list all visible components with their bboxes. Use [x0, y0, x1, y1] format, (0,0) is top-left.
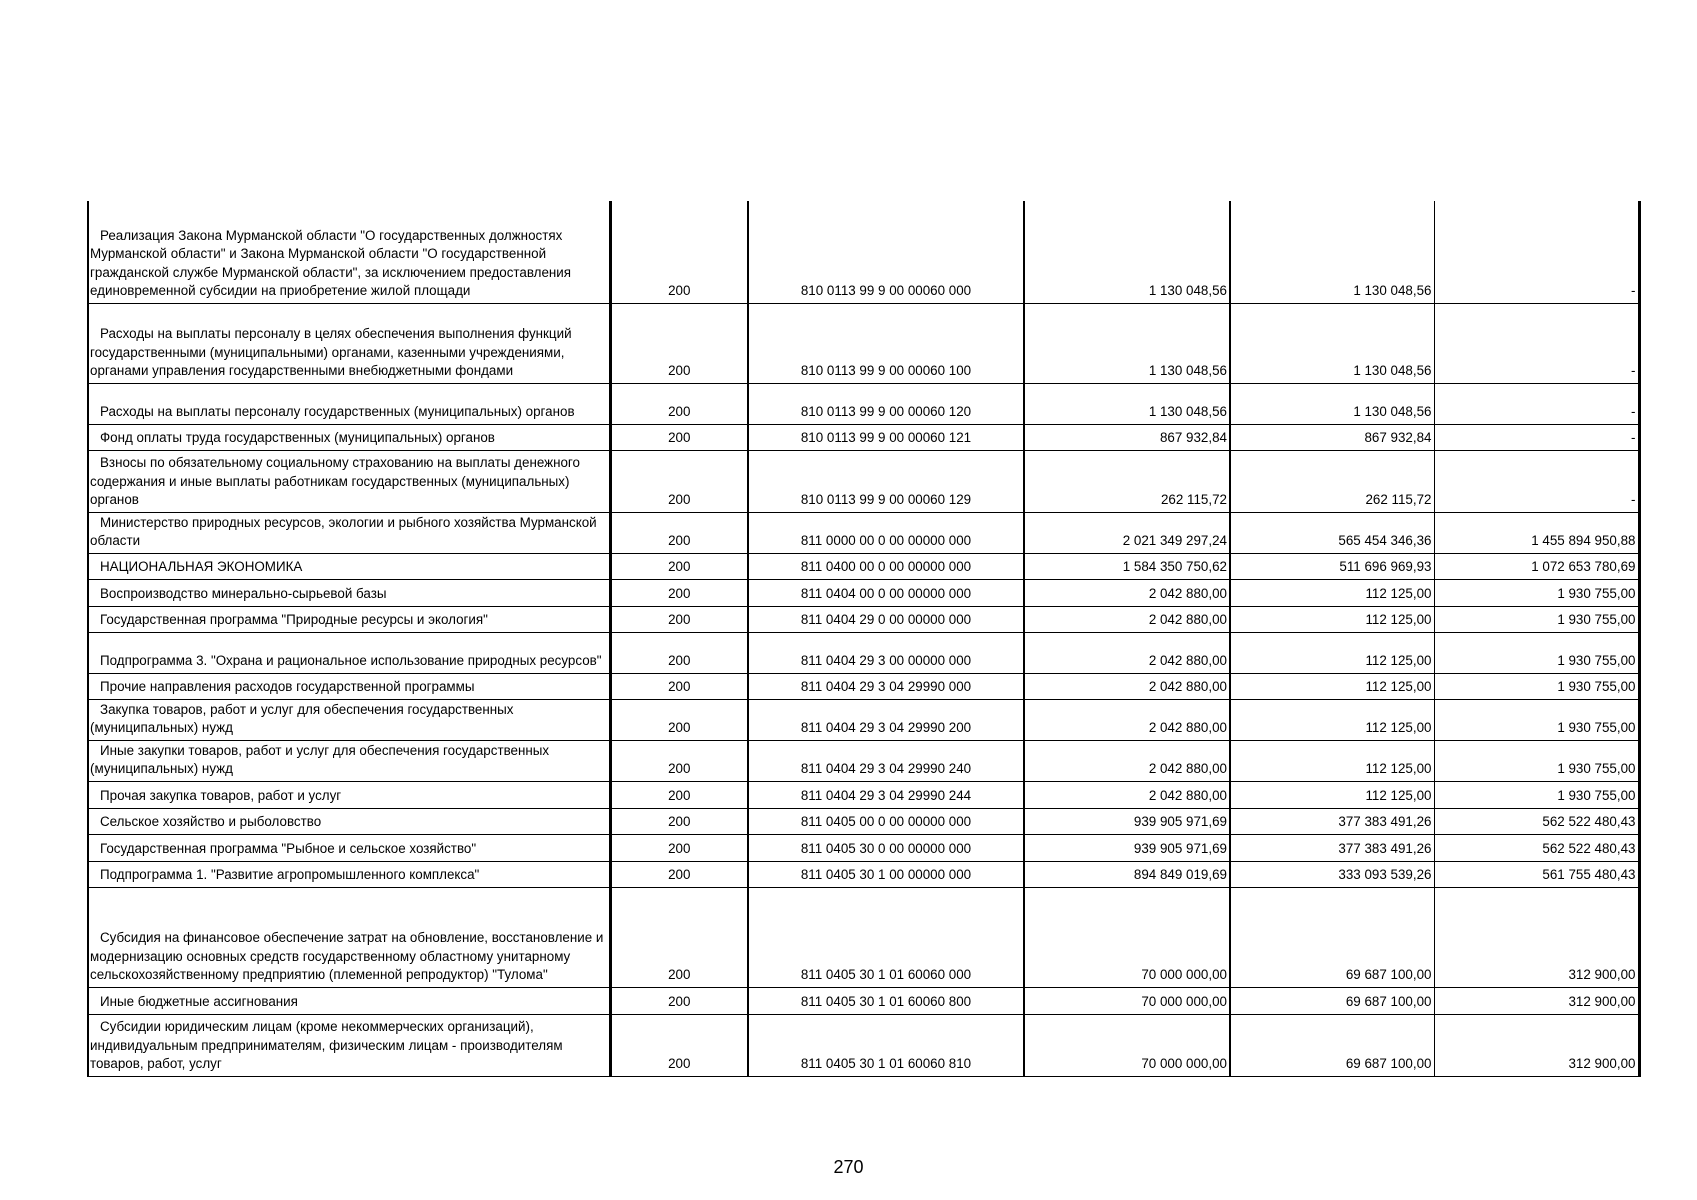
row-name [88, 579, 610, 606]
row-name-text: Государственная программа "Природные ресурсы и экология" [100, 612, 488, 627]
row-status: 200 [610, 673, 748, 699]
table-row [88, 606, 1639, 632]
row-name [88, 781, 610, 808]
row-budget-code: 811 0405 30 1 01 60060 800 [748, 987, 1024, 1014]
row-executed-amount: 112 125,00 [1230, 606, 1434, 632]
row-name-text: Взносы по обязательному социальному страхованию на выплаты денежного содержания и иные выплаты работникам государственных (муниципальных) органов [90, 455, 580, 507]
row-name [88, 808, 610, 834]
row-budget-code: 811 0404 29 3 04 29990 244 [748, 781, 1024, 808]
row-executed-amount: 1 130 048,56 [1230, 303, 1434, 383]
row-planned-amount: 70 000 000,00 [1024, 887, 1230, 987]
row-status: 200 [610, 201, 748, 303]
table-row [88, 699, 1639, 740]
row-name [88, 606, 610, 632]
row-unexecuted-amount: 561 755 480,43 [1434, 861, 1639, 887]
row-name [88, 632, 610, 673]
table-row [88, 632, 1639, 673]
row-status: 200 [610, 383, 748, 424]
row-unexecuted-amount: - [1434, 383, 1639, 424]
row-name [88, 424, 610, 450]
row-executed-amount: 69 687 100,00 [1230, 887, 1434, 987]
row-name-text: Субсидия на финансовое обеспечение затрат на обновление, восстановление и модернизацию основных средств государственному областному унитарному сельскохозяйственному предприятию (племенной репродуктор) "Тулома" [90, 930, 604, 982]
row-name [88, 450, 610, 512]
table-row [88, 450, 1639, 512]
row-executed-amount: 112 125,00 [1230, 579, 1434, 606]
row-status: 200 [610, 740, 748, 781]
row-planned-amount: 1 130 048,56 [1024, 201, 1230, 303]
row-planned-amount: 70 000 000,00 [1024, 1014, 1230, 1076]
row-unexecuted-amount: 312 900,00 [1434, 887, 1639, 987]
row-unexecuted-amount: 1 072 653 780,69 [1434, 553, 1639, 579]
row-budget-code: 811 0000 00 0 00 00000 000 [748, 512, 1024, 553]
row-status: 200 [610, 887, 748, 987]
row-name-text: Подпрограмма 1. "Развитие агропромышленного комплекса" [100, 867, 480, 882]
table-row [88, 861, 1639, 887]
row-executed-amount: 511 696 969,93 [1230, 553, 1434, 579]
row-budget-code: 811 0404 00 0 00 00000 000 [748, 579, 1024, 606]
row-unexecuted-amount: - [1434, 424, 1639, 450]
row-budget-code: 810 0113 99 9 00 00060 129 [748, 450, 1024, 512]
row-name [88, 553, 610, 579]
table-row [88, 740, 1639, 781]
row-unexecuted-amount: 1 930 755,00 [1434, 740, 1639, 781]
row-status: 200 [610, 606, 748, 632]
row-name-text: Реализация Закона Мурманской области "О государственных должностях Мурманской области" и Закона Мурманской области "О государственной гражданской службе Мурманской области", за исключением предоставления единовременной субсидии на приобретение жилой площади [90, 227, 572, 298]
row-executed-amount: 112 125,00 [1230, 632, 1434, 673]
row-name-text: Расходы на выплаты персоналу в целях обеспечения выполнения функций государственными (муниципальными) органами, казенными учреждениями, органами управления государственными внебюджетными фондами [90, 326, 572, 378]
row-budget-code: 810 0113 99 9 00 00060 120 [748, 383, 1024, 424]
table-row [88, 512, 1639, 553]
row-name [88, 861, 610, 887]
row-name-text: Иные закупки товаров, работ и услуг для обеспечения государственных (муниципальных) нужд [90, 742, 550, 776]
row-budget-code: 810 0113 99 9 00 00060 100 [748, 303, 1024, 383]
row-planned-amount: 939 905 971,69 [1024, 808, 1230, 834]
row-executed-amount: 112 125,00 [1230, 740, 1434, 781]
row-planned-amount: 2 042 880,00 [1024, 740, 1230, 781]
row-executed-amount: 565 454 346,36 [1230, 512, 1434, 553]
row-status: 200 [610, 861, 748, 887]
row-status: 200 [610, 579, 748, 606]
row-name [88, 887, 610, 987]
row-status: 200 [610, 424, 748, 450]
row-planned-amount: 939 905 971,69 [1024, 834, 1230, 861]
row-name [88, 740, 610, 781]
row-name-text: Иные бюджетные ассигнования [100, 994, 298, 1009]
row-budget-code: 811 0404 29 3 04 29990 000 [748, 673, 1024, 699]
row-status: 200 [610, 512, 748, 553]
table-body [88, 201, 1639, 1076]
row-planned-amount: 262 115,72 [1024, 450, 1230, 512]
row-name [88, 673, 610, 699]
row-name-text: Подпрограмма 3. "Охрана и рациональное использование природных ресурсов" [100, 653, 602, 668]
row-status: 200 [610, 553, 748, 579]
row-budget-code: 811 0405 30 1 01 60060 810 [748, 1014, 1024, 1076]
row-unexecuted-amount: 1 930 755,00 [1434, 781, 1639, 808]
row-unexecuted-amount: 1 930 755,00 [1434, 632, 1639, 673]
row-name-text: Субсидии юридическим лицам (кроме некоммерческих организаций), индивидуальным предпринимателям, физическим лицам - производителям товаров, работ, услуг [90, 1019, 563, 1071]
row-name-text: Сельское хозяйство и рыболовство [100, 814, 322, 829]
row-status: 200 [610, 834, 748, 861]
row-unexecuted-amount: 312 900,00 [1434, 1014, 1639, 1076]
row-executed-amount: 69 687 100,00 [1230, 1014, 1434, 1076]
row-executed-amount: 1 130 048,56 [1230, 201, 1434, 303]
row-name-text: Прочие направления расходов государственной программы [100, 679, 475, 694]
row-name-text: Фонд оплаты труда государственных (муниципальных) органов [100, 430, 495, 445]
table-row [88, 201, 1639, 303]
row-planned-amount: 2 042 880,00 [1024, 606, 1230, 632]
row-planned-amount: 2 042 880,00 [1024, 781, 1230, 808]
row-budget-code: 811 0405 30 1 01 60060 000 [748, 887, 1024, 987]
row-planned-amount: 70 000 000,00 [1024, 987, 1230, 1014]
row-budget-code: 811 0404 29 3 04 29990 240 [748, 740, 1024, 781]
row-unexecuted-amount: 1 455 894 950,88 [1434, 512, 1639, 553]
row-name-text: Расходы на выплаты персоналу государственных (муниципальных) органов [100, 404, 575, 419]
row-name [88, 201, 610, 303]
row-executed-amount: 262 115,72 [1230, 450, 1434, 512]
row-executed-amount: 377 383 491,26 [1230, 834, 1434, 861]
row-budget-code: 811 0404 29 0 00 00000 000 [748, 606, 1024, 632]
row-executed-amount: 112 125,00 [1230, 699, 1434, 740]
row-unexecuted-amount: 1 930 755,00 [1434, 579, 1639, 606]
table-row [88, 383, 1639, 424]
row-name-text: Прочая закупка товаров, работ и услуг [100, 788, 342, 803]
row-planned-amount: 2 042 880,00 [1024, 699, 1230, 740]
row-name-text: Воспроизводство минерально-сырьевой базы [100, 586, 387, 601]
row-status: 200 [610, 781, 748, 808]
row-planned-amount: 2 042 880,00 [1024, 632, 1230, 673]
row-executed-amount: 867 932,84 [1230, 424, 1434, 450]
row-status: 200 [610, 1014, 748, 1076]
row-planned-amount: 1 130 048,56 [1024, 303, 1230, 383]
row-executed-amount: 112 125,00 [1230, 673, 1434, 699]
row-unexecuted-amount: 1 930 755,00 [1434, 673, 1639, 699]
table-row [88, 673, 1639, 699]
row-unexecuted-amount: - [1434, 303, 1639, 383]
row-status: 200 [610, 303, 748, 383]
row-unexecuted-amount: 562 522 480,43 [1434, 808, 1639, 834]
table-row [88, 553, 1639, 579]
row-budget-code: 811 0404 29 3 04 29990 200 [748, 699, 1024, 740]
row-executed-amount: 69 687 100,00 [1230, 987, 1434, 1014]
row-planned-amount: 2 021 349 297,24 [1024, 512, 1230, 553]
row-budget-code: 810 0113 99 9 00 00060 121 [748, 424, 1024, 450]
table-row [88, 1014, 1639, 1076]
row-name [88, 1014, 610, 1076]
row-unexecuted-amount: 1 930 755,00 [1434, 606, 1639, 632]
row-status: 200 [610, 699, 748, 740]
row-unexecuted-amount: - [1434, 201, 1639, 303]
row-budget-code: 811 0405 00 0 00 00000 000 [748, 808, 1024, 834]
row-name [88, 987, 610, 1014]
table-row [88, 781, 1639, 808]
row-budget-code: 811 0405 30 0 00 00000 000 [748, 834, 1024, 861]
row-budget-code: 811 0404 29 3 00 00000 000 [748, 632, 1024, 673]
table-row [88, 987, 1639, 1014]
row-unexecuted-amount: 562 522 480,43 [1434, 834, 1639, 861]
row-name [88, 834, 610, 861]
row-unexecuted-amount: - [1434, 450, 1639, 512]
row-unexecuted-amount: 312 900,00 [1434, 987, 1639, 1014]
row-status: 200 [610, 987, 748, 1014]
page-number: 270 [833, 1157, 864, 1177]
row-name-text: Министерство природных ресурсов, экологии и рыбного хозяйства Мурманской области [90, 514, 597, 548]
table-row [88, 303, 1639, 383]
table-row [88, 834, 1639, 861]
row-planned-amount: 894 849 019,69 [1024, 861, 1230, 887]
row-name [88, 699, 610, 740]
row-budget-code: 811 0400 00 0 00 00000 000 [748, 553, 1024, 579]
row-executed-amount: 333 093 539,26 [1230, 861, 1434, 887]
row-unexecuted-amount: 1 930 755,00 [1434, 699, 1639, 740]
row-name [88, 383, 610, 424]
table-row [88, 424, 1639, 450]
row-planned-amount: 1 130 048,56 [1024, 383, 1230, 424]
table-row [88, 887, 1639, 987]
row-planned-amount: 2 042 880,00 [1024, 579, 1230, 606]
row-name [88, 512, 610, 553]
row-executed-amount: 1 130 048,56 [1230, 383, 1434, 424]
row-name-text: Государственная программа "Рыбное и сельское хозяйство" [100, 841, 477, 856]
row-planned-amount: 2 042 880,00 [1024, 673, 1230, 699]
row-status: 200 [610, 450, 748, 512]
row-executed-amount: 377 383 491,26 [1230, 808, 1434, 834]
row-planned-amount: 867 932,84 [1024, 424, 1230, 450]
budget-execution-table [87, 201, 1641, 1077]
row-budget-code: 810 0113 99 9 00 00060 000 [748, 201, 1024, 303]
table-row [88, 579, 1639, 606]
row-name-text: НАЦИОНАЛЬНАЯ ЭКОНОМИКА [100, 559, 303, 574]
row-name-text: Закупка товаров, работ и услуг для обеспечения государственных (муниципальных) нужд [90, 701, 514, 735]
table-row [88, 808, 1639, 834]
row-budget-code: 811 0405 30 1 00 00000 000 [748, 861, 1024, 887]
row-planned-amount: 1 584 350 750,62 [1024, 553, 1230, 579]
row-name [88, 303, 610, 383]
row-executed-amount: 112 125,00 [1230, 781, 1434, 808]
row-status: 200 [610, 808, 748, 834]
row-status: 200 [610, 632, 748, 673]
